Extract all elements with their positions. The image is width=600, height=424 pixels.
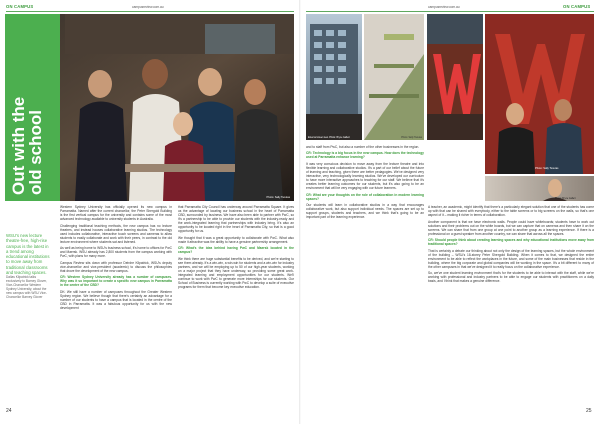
page-number-left: 24 [6, 408, 12, 414]
column-1 [60, 205, 172, 312]
answer: It was very conscious decision to move away from the lecture theatre and into flexible learning and collaborative studios. It's a part of our belief about the future of learning and teaching, given there are better pedagogies. We've designed very interactive, very technologically learning studios. We've developed our curriculum to have more interactive approaches to teaching for our staff. We believe that it's creates better learning outcomes for our students, but it's also going to be an environment that will be very engaging with our future learners. [306, 161, 424, 191]
url-left[interactable]: campusreview.com.au [132, 4, 164, 9]
spine-gutter [299, 0, 301, 424]
column-4 [428, 205, 594, 286]
w-logo-wall-illustration [427, 14, 483, 140]
question: CR: What are your thoughts on the role of collaboration in modern learning spaces? [306, 192, 424, 201]
answer: That is certainly a debate our thinking about not only the design of the learning spaces, but the whole environment of the building – WSU's 18-storey Peter Shergold Building. When it comes to that, we designed the entire environment to be able to reflect the workplaces in the future, and some of the main businesses that reside in the building, where the big corporate and global companies will be working in the space. It's a bit different to many of the other campuses in that we've designed it to really focus on the collaborative experience. [428, 248, 594, 269]
answer: DK: We still have a number of campuses throughout the Greater Western Sydney region. We believe though that there's certainly an advantage for a number of our students to have a campus that is located in the centre of the CBD in Parramatta. It was a fabulous opportunity for us with the new development [60, 289, 172, 310]
photo-w-sign [427, 14, 483, 140]
question: CR: What's the idea behind having PwC and Maersk located in the campus? [178, 246, 294, 255]
answer: We think there are huge substantial benefits to be derived, and we're starting to see them already. It's a win-win, a win-win for students and a win-win for industry partners, and we will be employing up to 50 of our high-year students, working on a major project that they have underway, so providing some great work-integrated learning and employment opportunities for our students. We'll continue to work with PwC to generate more internships for our students. Our School of Business is currently working with PwC to develop a suite of executive programs for them that become key executive education. [178, 256, 294, 290]
header-rule-left [6, 11, 294, 12]
paragraph: Campus Review sits down with professor Deirdre Kilpatrick, WSU's deputy vice-chancellor and vice-president (academic) to discuss the philosophies that drove the development of the new campus. [60, 260, 172, 273]
photo-students-red-wall [485, 14, 594, 174]
title-line-1: Out with the [9, 96, 28, 195]
caption-portrait: Photo: Bryce Gallert [555, 198, 576, 200]
portrait-illustration [485, 176, 594, 201]
building-exterior-illustration [306, 14, 362, 140]
question: CR: Western Sydney University already has a number of campuses. Why was it so important to create a specific new campus in Parramatta in the centre of the CBD? [60, 275, 172, 288]
answer: Our students will learn in collaborative studios in a way that encourages collaborative work, but also support individual needs. The spaces are set up to support groups, students and teachers, and we think that's going to be an important part of the learning experience. [306, 203, 424, 220]
interior-stairs-illustration [364, 14, 424, 140]
caption-stairs: Photo: Sally Tsoutas [401, 137, 422, 139]
intro-blurb: WSU's new lecture theatre-free, high-rise campus is the latest in a trend among educational institutions to move away from traditional classrooms and teaching spaces. [6, 233, 50, 276]
paragraph: As well as being home to WSU's business school, it's home to offices for PwC and Maersk. WSU already has 2,800 students from the campus working with PwC, with plans for many more. [60, 246, 172, 259]
section-label-left: ON CAMPUS [6, 4, 34, 9]
photo-portrait [485, 176, 594, 201]
paragraph: Another component is that we have electronic walls. People could have whiteboards; students have to work out solutions and their problems out on the white boards, but we can capture that on cameras and then share it on the screens. We can share that from one group at one point to another group as a learning experience. If there is a professional on a guest speaker from another country, we can share that across all the spaces. [428, 219, 594, 236]
hero-caption: Photo: Sally Tsoutas [266, 196, 290, 199]
section-label-right: ON CAMPUS [563, 4, 591, 9]
paragraph: Western Sydney University has officially opened its new campus in Parramatta. Named after the current chancellor, the Peter Shergold Building is the first vertical campus for the university and contains some of the most advanced technology available to university students in Australia. [60, 205, 172, 222]
caption-exterior: External street view. Photo: Bryce Gallert [308, 137, 350, 139]
page-number-right: 25 [586, 408, 592, 414]
question: CR: Should people think about creating learning spaces and why educational institutions move away from traditional spaces? [428, 238, 594, 247]
question: CR: Technology is a big focus in the new campus. How does the technology used at Parramatta enhance learning? [306, 151, 424, 160]
answer: So, we've one student learning environment that's for the students to be able to interact with the staff, while we're working with professional and industry partners to be able to engage our students with practitioners on a daily basis, and I think that makes a genuine difference. [428, 271, 594, 284]
url-right[interactable]: campusreview.com.au [428, 4, 460, 9]
paragraph: that Parramatta City Council has underway around Parramatta Square. It gives us the advantage of locating our business school in the heart of Parramatta CBD, surrounded by business. We have also been able to partner with PwC, so it's a partnership to be able to provide our students with the industry-ready and the work-integrated learning that partnerships with industry bring. It's also an opportunity to be located right in the heart of Parramatta City, so that is a good opportunity for us. [178, 205, 294, 234]
photo-building-exterior [306, 14, 362, 140]
paragraph: Challenging traditional teaching methods, the new campus has no lecture theatres, and instead houses collaborative learning studios. The technology used includes collaborative, interactive touch screens and cameras to allow students to easily collaborate and work with their peers, in contrast to the old lecture environment where students sat and listened. [60, 223, 172, 244]
paragraph: We thought that it was a great opportunity to collaborate with PwC. What also made it attractive was the ability to have a genuine partnership arrangement. [178, 235, 294, 244]
article-title [10, 5, 44, 195]
byline: Dallas Kilpatrick talks exclusively to Barney Glover, Vice-Chancellor Western Sydney University, about the new campus with WSU Vice-Chancellor Barney Glover [6, 275, 47, 300]
column-3 [306, 145, 424, 222]
paragraph: and to staff from PwC, but also a number of the other businesses in the region. [306, 145, 420, 149]
header-rule-right [306, 11, 594, 12]
students-red-wall-illustration [485, 14, 594, 174]
paragraph: A teacher, an academic, might identify that there's a particularly elegant solution that one of the students has come up with that can be shared with everybody, either to the table screens or to big screens on the walls, so that's one aspect of it – making it richer in terms of collaboration. [428, 205, 594, 218]
title-line-2: old school [26, 110, 45, 195]
photo-interior-stairs [364, 14, 424, 140]
caption-students: Photo: Sally Tsoutas [535, 167, 559, 170]
column-2 [178, 205, 294, 291]
